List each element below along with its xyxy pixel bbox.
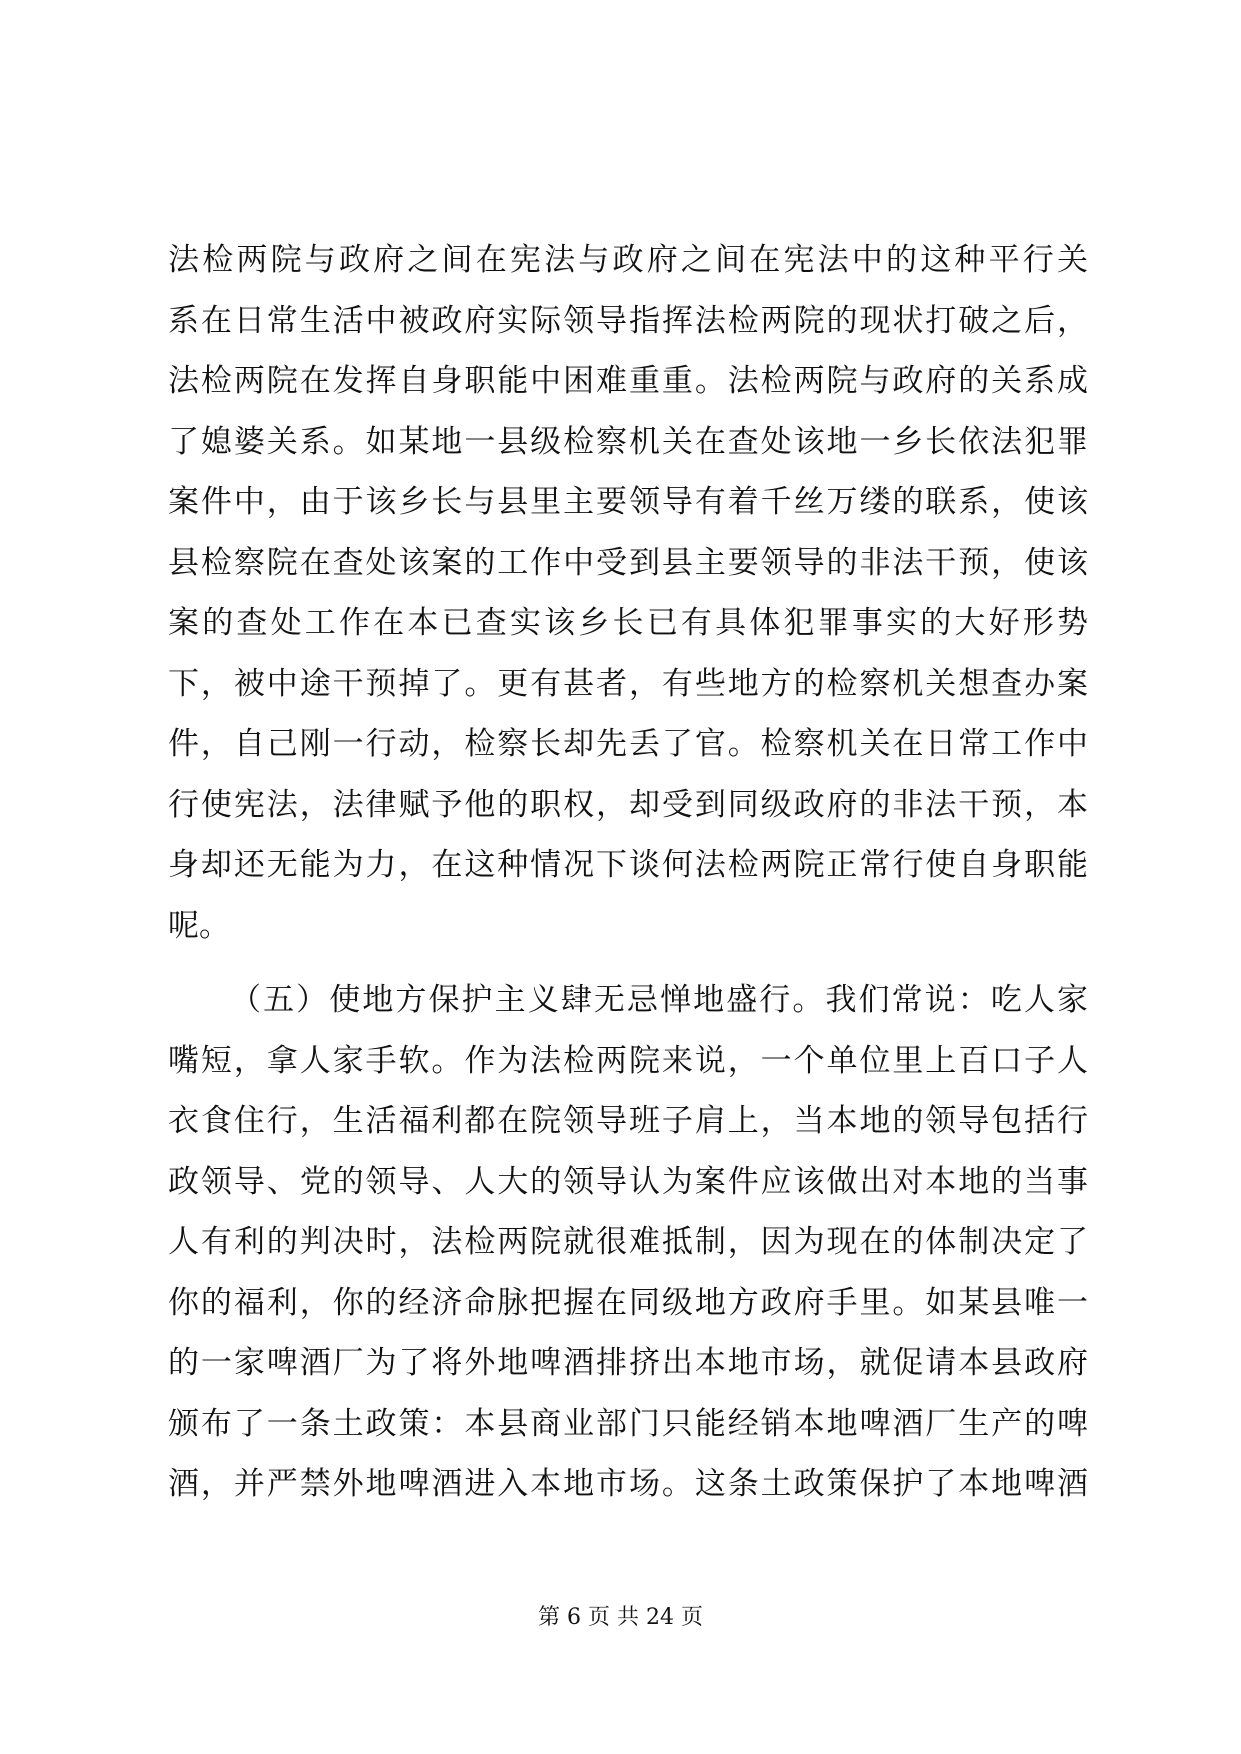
text-line: 政领导、党的领导、人大的领导认为案件应该做出对本地的当事 [168,1163,1088,1200]
text-line: 衣食住行，生活福利都在院领导班子肩上，当本地的领导包括行 [168,1103,1088,1139]
text-line: 你的福利，你的经济命脉把握在同级地方政府手里。如某县唯一 [168,1284,1088,1321]
text-line: 颁布了一条土政策：本县商业部门只能经销本地啤酒厂生产的啤 [168,1405,1088,1442]
text-line: 县检察院在查处该案的工作中受到县主要领导的非法干预，使该 [168,544,1088,581]
text-line: 法检两院在发挥自身职能中困难重重。法检两院与政府的关系成 [168,363,1088,399]
paragraph-1 [168,230,1088,956]
page-number-label: 第 6 页 共 24 页 [538,1605,703,1630]
text-line: 人有利的判决时，法检两院就很难抵制，因为现在的体制决定了 [168,1224,1088,1260]
text-line: 件，自己刚一行动，检察长却先丢了官。检察机关在日常工作中 [168,726,1088,762]
text-line: 行使宪法，法律赋予他的职权，却受到同级政府的非法干预，本 [168,786,1088,823]
text-line: 呢。 [168,907,230,944]
body-text [168,230,1088,1515]
paragraph-spacer [168,956,1088,970]
text-line: 身却还无能为力，在这种情况下谈何法检两院正常行使自身职能 [168,847,1088,883]
text-line: 下，被中途干预掉了。更有甚者，有些地方的检察机关想查办案 [168,665,1088,702]
text-line: 法检两院与政府之间在宪法与政府之间在宪法中的这种平行关 [168,242,1088,278]
text-line: 了媳婆关系。如某地一县级检察机关在查处该地一乡长依法犯罪 [168,423,1088,460]
text-line: 酒，并严禁外地啤酒进入本地市场。这条土政策保护了本地啤酒 [168,1466,1088,1502]
text-line: （五）使地方保护主义肆无忌惮地盛行。我们常说：吃人家 [230,982,1088,1018]
page-footer [0,1603,1241,1633]
paragraph-2 [168,970,1088,1515]
text-line: 嘴短，拿人家手软。作为法检两院来说，一个单位里上百口子人 [168,1042,1088,1079]
text-line: 系在日常生活中被政府实际领导指挥法检两院的现状打破之后， [168,302,1088,339]
text-line: 案的查处工作在本已查实该乡长已有具体犯罪事实的大好形势 [168,605,1088,641]
text-line: 案件中，由于该乡长与县里主要领导有着千丝万缕的联系，使该 [168,484,1088,520]
text-line: 的一家啤酒厂为了将外地啤酒排挤出本地市场，就促请本县政府 [168,1345,1088,1381]
